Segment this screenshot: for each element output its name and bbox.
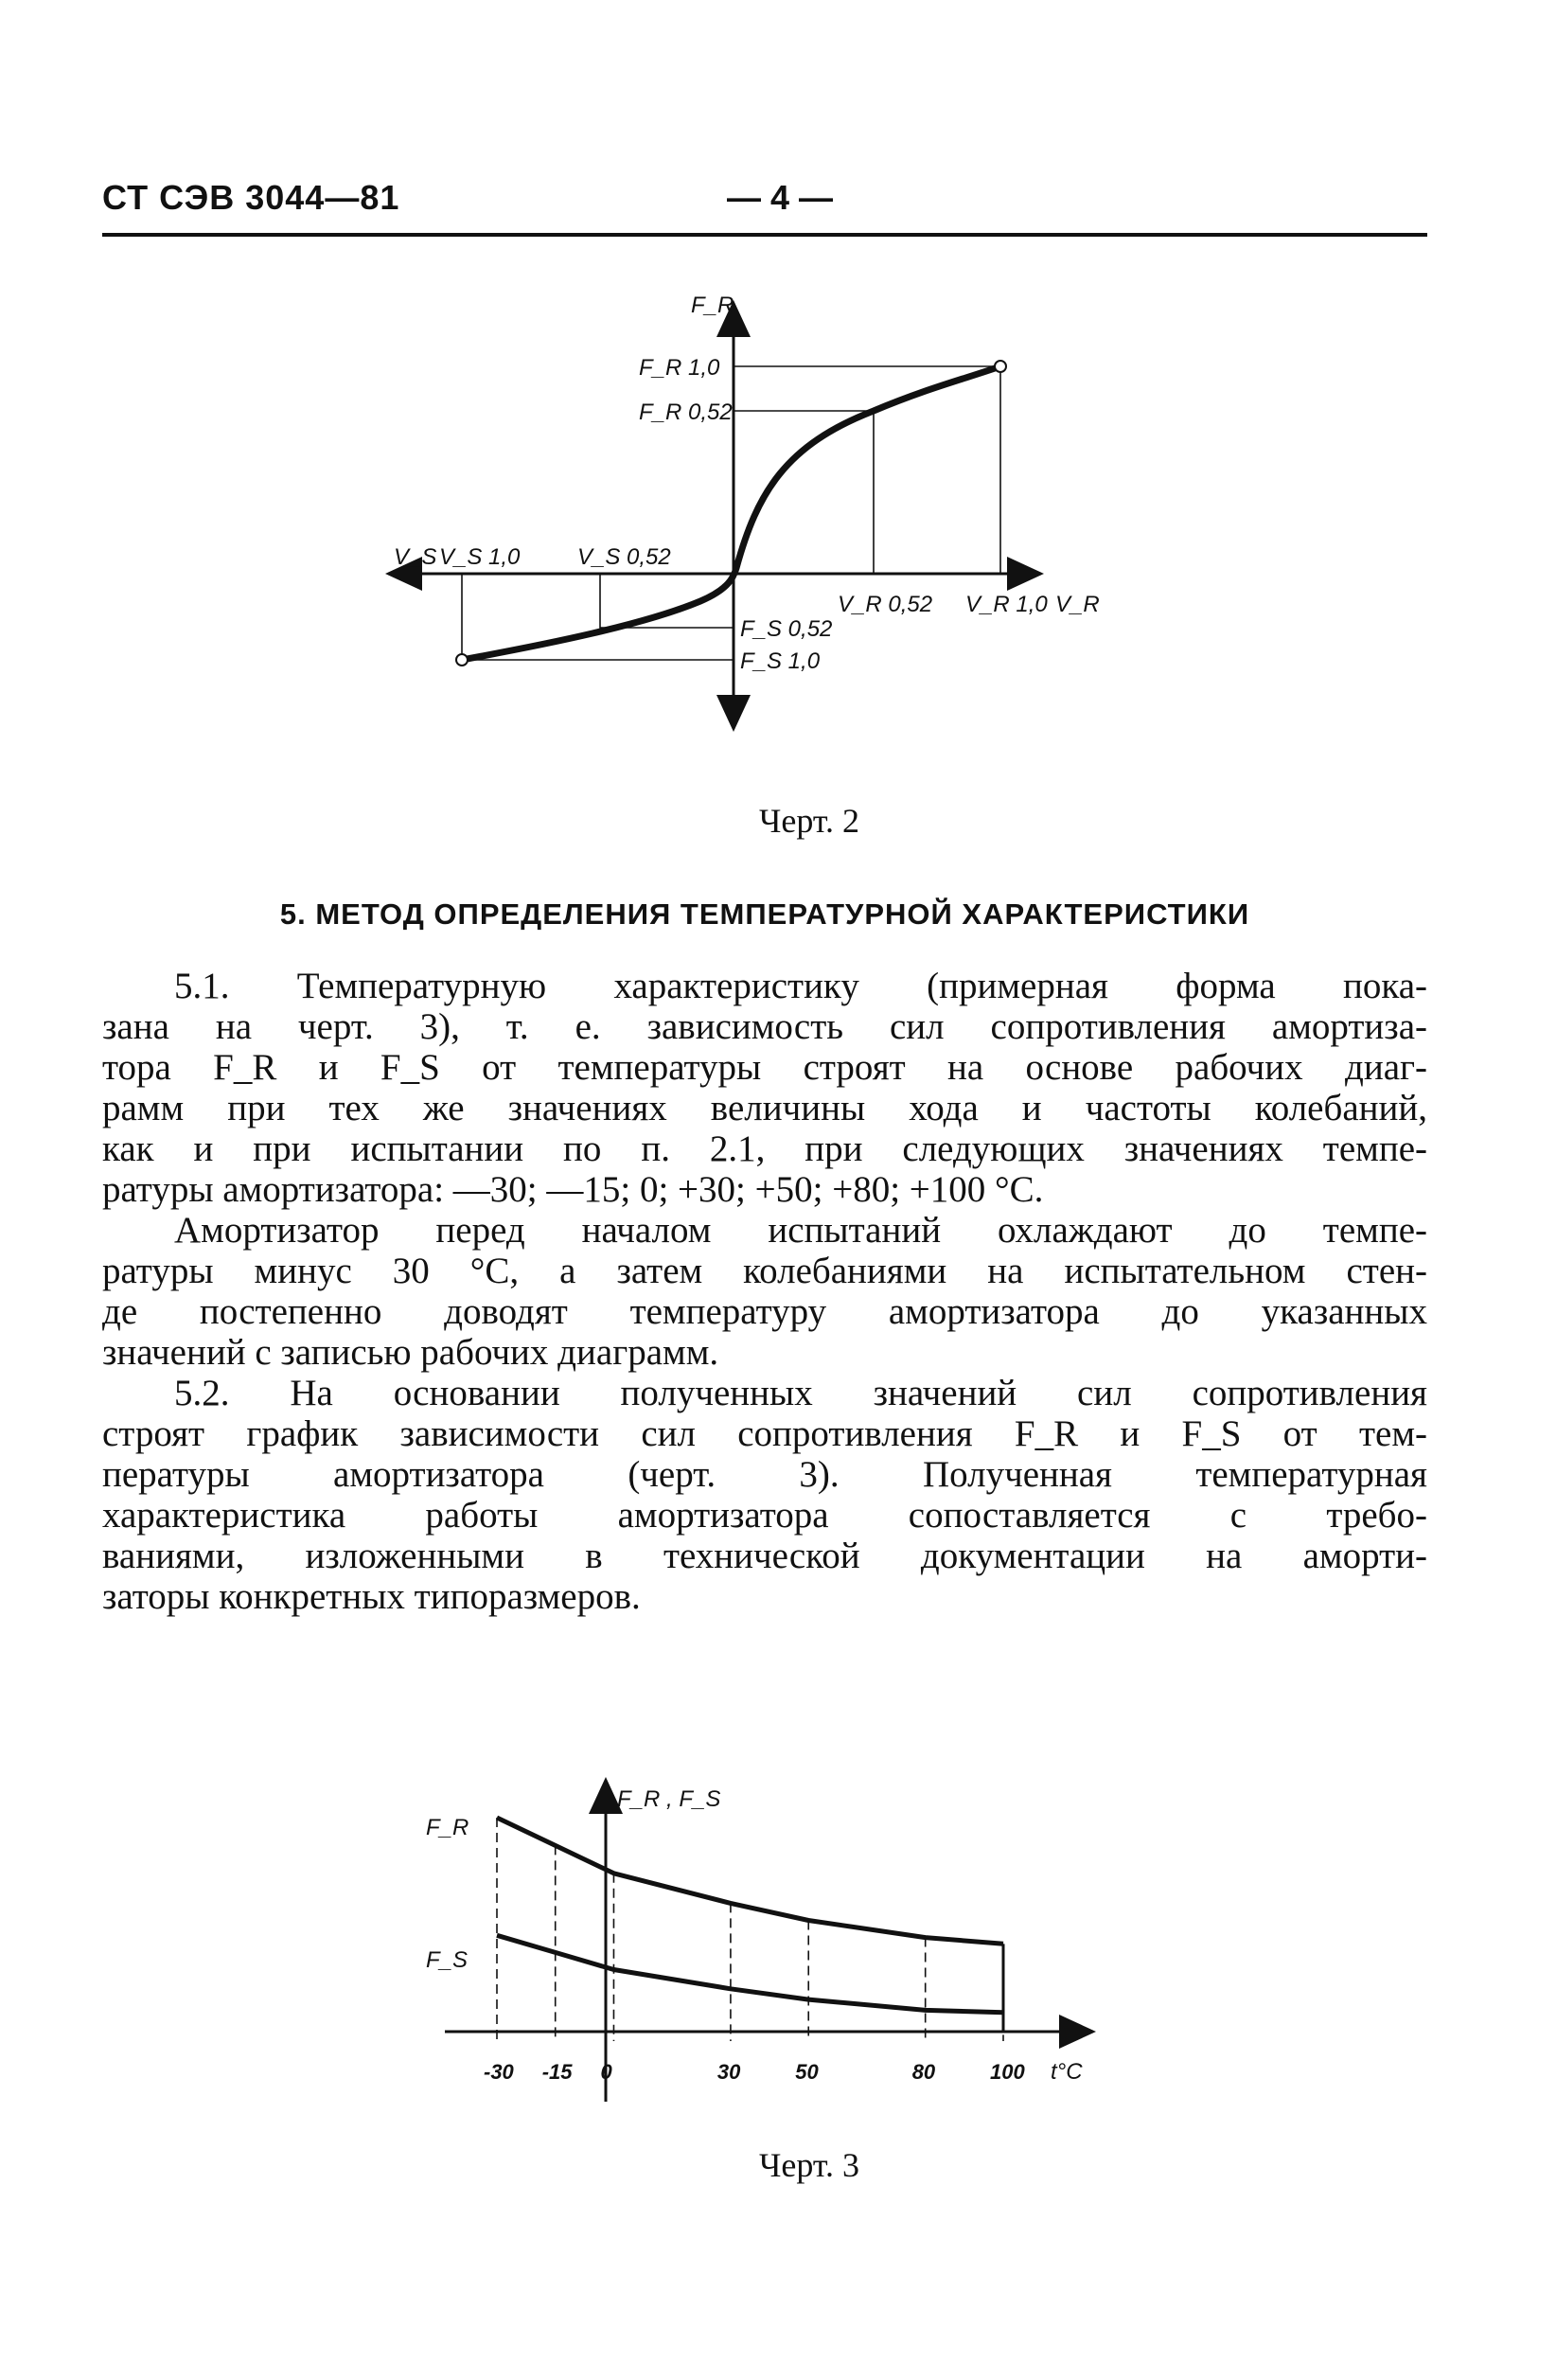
- fig3-x-tick-label: 80: [911, 2060, 936, 2084]
- label-vr-1: V_R 1,0: [965, 592, 1048, 617]
- p51b-line-3: де постепенно доводят температуру амортизатора до указанных: [102, 1291, 1427, 1332]
- paragraph-5-2: [102, 1373, 1427, 1617]
- figure-2-caption: Черт. 2: [759, 802, 859, 840]
- fig3-x-tick-label: 30: [716, 2060, 741, 2084]
- p51-line-1: 5.1. Температурную характеристику (примерная форма пока-: [174, 966, 1427, 1006]
- p52-line-4: характеристика работы амортизатора сопоставляется с требо-: [102, 1495, 1427, 1536]
- p51-line-4: рамм при тех же значениях величины хода и частоты колебаний,: [102, 1088, 1427, 1128]
- standard-code: СТ СЭВ 3044—81: [102, 178, 400, 217]
- fig3-series-line-fs: [497, 1935, 1003, 2012]
- ref-line-fr1: [734, 366, 1000, 574]
- label-vs-axis: V_S: [394, 544, 437, 570]
- label-vr-052: V_R 0,52: [838, 592, 933, 617]
- paragraph-5-1: [102, 966, 1427, 1210]
- p52-line-3: пературы амортизатора (черт. 3). Полученная температурная: [102, 1454, 1427, 1495]
- p52-line-5: ваниями, изложенными в технической документации на аморти-: [102, 1536, 1427, 1576]
- label-fr-1: F_R 1,0: [639, 355, 720, 381]
- fig3-x-tick-label: 0: [600, 2060, 612, 2084]
- figure-3-chart: [398, 1761, 1136, 2140]
- p51-line-2: зана на черт. 3), т. е. зависимость сил сопротивления амортиза-: [102, 1006, 1427, 1047]
- p51-line-6: ратуры амортизатора: —30; —15; 0; +30; +50; +80; +100 °С.: [102, 1169, 1044, 1210]
- label-vr-axis: V_R: [1055, 592, 1100, 617]
- label-fs-052: F_S 0,52: [740, 616, 833, 642]
- fig3-label-fs: F_S: [426, 1947, 469, 1973]
- p51b-line-2: ратуры минус 30 °С, а затем колебаниями на испытательном стен-: [102, 1251, 1427, 1291]
- endpoint-right: [995, 361, 1006, 372]
- p51-line-3: тора F_R и F_S от температуры строят на основе рабочих диаг-: [102, 1047, 1427, 1088]
- fig3-x-tick-label: 50: [795, 2060, 819, 2084]
- p51b-line-1: Амортизатор перед началом испытаний охлаждают до темпе-: [174, 1210, 1427, 1251]
- fig3-series-line-fr: [497, 1818, 1003, 1944]
- figure-2-diagram: [360, 284, 1136, 757]
- p51b-line-4: значений с записью рабочих диаграмм.: [102, 1332, 719, 1373]
- label-fs-1: F_S 1,0: [740, 648, 821, 674]
- label-fr-052: F_R 0,52: [639, 400, 733, 425]
- fig3-label-t-unit: t°C: [1051, 2059, 1083, 2085]
- endpoint-left: [456, 654, 468, 666]
- label-fr-axis: F_R: [691, 293, 734, 318]
- fig3-label-axis: F_R , F_S: [617, 1786, 721, 1812]
- fig3-x-tick-label: -30: [484, 2060, 514, 2084]
- ref-line-vs1: [462, 574, 734, 660]
- label-vs-052: V_S 0,52: [577, 544, 671, 570]
- figure-3-caption: Черт. 3: [759, 2146, 859, 2184]
- ref-line-fr052: [734, 411, 874, 574]
- ref-line-vs052: [600, 574, 734, 628]
- fig3-x-tick-label: -15: [541, 2060, 573, 2084]
- fig3-x-tick-label: 100: [990, 2060, 1025, 2084]
- p52-line-1: 5.2. На основании полученных значений сил сопротивления: [174, 1373, 1427, 1413]
- paragraph-5-1-b: [102, 1210, 1427, 1373]
- p52-line-6: заторы конкретных типоразмеров.: [102, 1576, 641, 1617]
- page-number: — 4 —: [727, 178, 834, 217]
- section-5-title: 5. МЕТОД ОПРЕДЕЛЕНИЯ ТЕМПЕРАТУРНОЙ ХАРАКТЕРИСТИКИ: [279, 897, 1250, 931]
- page-header: [102, 178, 1427, 235]
- label-vs-1: V_S 1,0: [439, 544, 521, 570]
- p51-line-5: как и при испытании по п. 2.1, при следующих значениях темпе-: [102, 1128, 1427, 1169]
- p52-line-2: строят график зависимости сил сопротивления F_R и F_S от тем-: [102, 1413, 1427, 1454]
- fig3-label-fr: F_R: [426, 1815, 469, 1840]
- fig3-plot-area: [484, 1818, 1025, 2084]
- header-rule: [102, 233, 1427, 237]
